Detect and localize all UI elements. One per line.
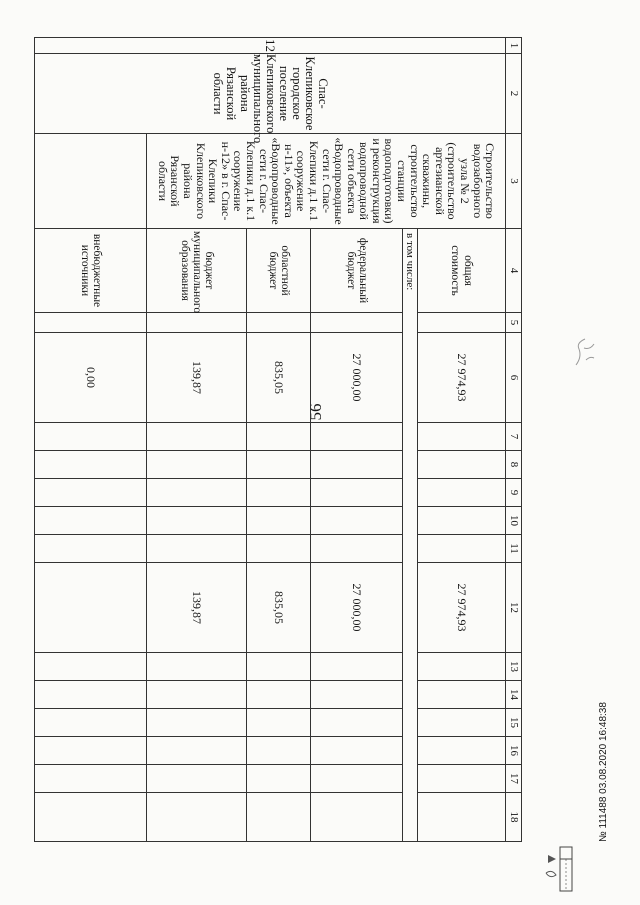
municipality-cell: Спас-Клепиковское городское поселение Клепиковского муниципального района Рязанской области bbox=[35, 54, 506, 134]
col-number: 11 bbox=[506, 535, 522, 563]
col-number: 8 bbox=[506, 451, 522, 479]
row-number: 12 bbox=[35, 38, 506, 54]
source-cell: бюджет муниципального образования bbox=[147, 229, 247, 313]
including-label-cell bbox=[403, 229, 418, 842]
col-number: 15 bbox=[506, 709, 522, 737]
col-number: 13 bbox=[506, 653, 522, 681]
col12-value: 139,87 bbox=[147, 563, 247, 653]
pencil-scribble-icon bbox=[566, 320, 606, 380]
source-cell: федеральный бюджет bbox=[311, 229, 403, 313]
header-row bbox=[506, 38, 522, 842]
col-number: 4 bbox=[506, 229, 522, 313]
col12-value: 27 974,93 bbox=[418, 563, 506, 653]
col-number: 16 bbox=[506, 737, 522, 765]
col6-value: 27 000,00 bbox=[311, 333, 403, 423]
col6-value: 0,00 bbox=[35, 333, 147, 423]
col12-value bbox=[35, 563, 147, 653]
source-cell: внебюджетные источники bbox=[35, 229, 147, 313]
source-cell: областной бюджет bbox=[247, 229, 311, 313]
rotated-table-container bbox=[36, 37, 522, 823]
col6-value: 139,87 bbox=[147, 333, 247, 423]
table-row bbox=[35, 38, 147, 842]
funding-table bbox=[34, 37, 522, 842]
col6-value: 27 974,93 bbox=[418, 333, 506, 423]
col-number: 18 bbox=[506, 793, 522, 842]
col-number: 2 bbox=[506, 54, 522, 134]
col-number: 10 bbox=[506, 507, 522, 535]
document-registration-text: № 111488 03.08.2020 16:48:38 bbox=[598, 702, 609, 842]
project-cell: Строительство водозаборного узла № 2 (строительство артезианской скважины, строительство станции водоподготовки) и реконструкция водопроводной сети объекта «Водопроводные сети г. Спас-Клепики д.1 к.1 сооружение н-11», объекта «Водопроводные сети г. Спас-Клепики д.1 к.1 сооружение н-12» в г. Спас-Клепики Клепиковского района Рязанской области bbox=[147, 134, 506, 229]
col-number: 6 bbox=[506, 333, 522, 423]
electronic-stamp-logo-icon bbox=[540, 845, 590, 895]
including-label: в том числе: bbox=[404, 233, 416, 291]
page-number: 56 bbox=[306, 403, 325, 421]
col-number: 9 bbox=[506, 479, 522, 507]
col-number: 14 bbox=[506, 681, 522, 709]
col12-value: 27 000,00 bbox=[311, 563, 403, 653]
col-number: 3 bbox=[506, 134, 522, 229]
col6-value: 835,05 bbox=[247, 333, 311, 423]
col12-value: 835,05 bbox=[247, 563, 311, 653]
project-cell-continued bbox=[35, 134, 147, 229]
table-row bbox=[418, 38, 506, 842]
col-number: 17 bbox=[506, 765, 522, 793]
col-number: 1 bbox=[506, 38, 522, 54]
source-cell: общая стоимость bbox=[418, 229, 506, 313]
col-number: 7 bbox=[506, 423, 522, 451]
col-number: 12 bbox=[506, 563, 522, 653]
col-number: 5 bbox=[506, 313, 522, 333]
